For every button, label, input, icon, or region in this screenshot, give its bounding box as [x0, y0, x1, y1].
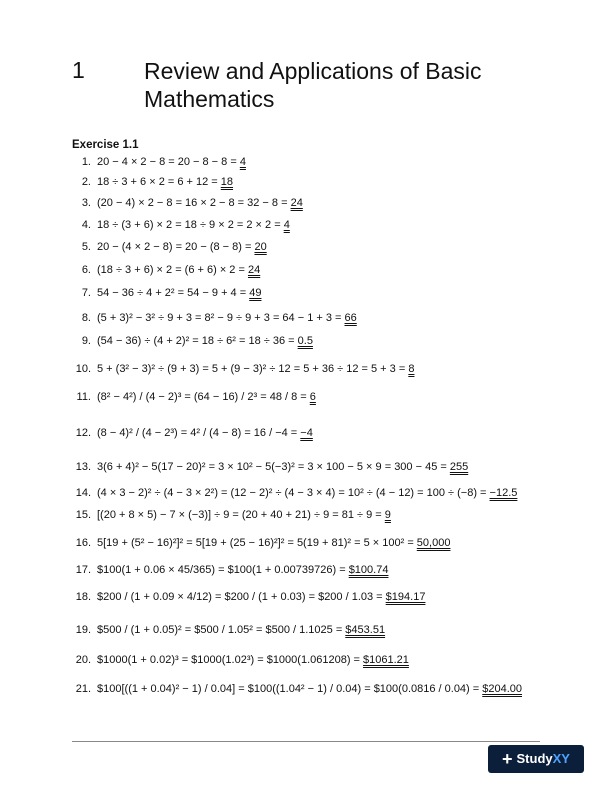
- studyxy-logo: [488, 745, 584, 773]
- expression-text: (5 + 3)² − 3² ÷ 9 + 3 = 8² − 9 ÷ 9 + 3 = 64 − 1 + 3 =: [97, 312, 345, 324]
- expression-text: (20 − 4) × 2 − 8 = 16 × 2 − 8 = 32 − 8 =: [97, 197, 291, 209]
- exercise-expression: [97, 156, 246, 168]
- exercise-number: 6.: [81, 264, 91, 276]
- answer: 0.5: [297, 335, 313, 347]
- exercise-number: 17.: [75, 564, 91, 576]
- exercise-expression: [97, 219, 290, 231]
- exercise-number: 12.: [75, 427, 91, 439]
- answer: $100.74: [348, 564, 389, 576]
- expression-text: 18 ÷ 3 + 6 × 2 = 6 + 12 =: [97, 176, 221, 188]
- answer: 50,000: [416, 537, 451, 549]
- expression-text: $1000(1 + 0.02)³ = $1000(1.02³) = $1000(1.061208) =: [97, 654, 364, 666]
- expression-text: 5[19 + (5² − 16)²]² = 5[19 + (25 − 16)²]² = 5(19 + 81)² = 5 × 100² =: [97, 537, 417, 549]
- exercise-number: 7.: [81, 287, 91, 299]
- expression-text: 54 − 36 ÷ 4 + 2² = 54 − 9 + 4 =: [97, 287, 250, 299]
- answer: 24: [290, 197, 303, 209]
- answer: 255: [449, 461, 469, 473]
- exercise-expression: [97, 509, 391, 521]
- exercise-number: 16.: [75, 537, 91, 549]
- exercise-expression: [97, 683, 522, 695]
- exercise-number: 19.: [75, 624, 91, 636]
- exercise-expression: [97, 241, 267, 253]
- exercise-title: Exercise 1.1: [72, 139, 139, 151]
- exercise-expression: [97, 197, 303, 209]
- expression-text: $500 / (1 + 0.05)² = $500 / 1.05² = $500 / 1.1025 =: [97, 624, 346, 636]
- exercise-number: 21.: [75, 683, 91, 695]
- plus-icon: +: [502, 748, 513, 769]
- expression-text: 20 − 4 × 2 − 8 = 20 − 8 − 8 =: [97, 156, 240, 168]
- exercise-number: 9.: [81, 335, 91, 347]
- expression-text: $200 / (1 + 0.09 × 4/12) = $200 / (1 + 0.03) = $200 / 1.03 =: [97, 591, 386, 603]
- exercise-expression: [97, 461, 468, 473]
- expression-text: (18 ÷ 3 + 6) × 2 = (6 + 6) × 2 =: [97, 264, 248, 276]
- expression-text: $100(1 + 0.06 × 45/365) = $100(1 + 0.00739726) =: [97, 564, 349, 576]
- expression-text: (54 − 36) ÷ (4 + 2)² = 18 ÷ 6² = 18 ÷ 36 =: [97, 335, 298, 347]
- exercise-number: 11.: [76, 391, 91, 403]
- exercise-number: 3.: [81, 197, 91, 209]
- exercise-expression: [97, 654, 409, 666]
- answer: 6: [309, 391, 316, 403]
- exercise-number: 5.: [81, 241, 91, 253]
- exercise-expression: [97, 591, 425, 603]
- answer: 49: [249, 287, 262, 299]
- chapter-number: 1: [72, 57, 85, 83]
- expression-text: (8 − 4)² / (4 − 2³) = 4² / (4 − 8) = 16 / −4 =: [97, 427, 301, 439]
- answer: $194.17: [385, 591, 426, 603]
- answer: 66: [344, 312, 357, 324]
- answer: 9: [384, 509, 391, 521]
- exercise-expression: [97, 487, 517, 499]
- expression-text: [(20 + 8 × 5) − 7 × (−3)] ÷ 9 = (20 + 40 + 21) ÷ 9 = 81 ÷ 9 =: [97, 509, 385, 521]
- exercise-expression: [97, 427, 313, 439]
- logo-suffix: XY: [552, 751, 570, 766]
- chapter-title: Review and Applications of Basic Mathematics: [144, 58, 482, 112]
- expression-text: 18 ÷ (3 + 6) × 2 = 18 ÷ 9 × 2 = 2 × 2 =: [97, 219, 284, 231]
- exercise-number: 4.: [81, 219, 91, 231]
- answer: 8: [408, 363, 415, 375]
- exercise-expression: [97, 312, 357, 324]
- expression-text: 5 + (3² − 3)² ÷ (9 + 3) = 5 + (9 − 3)² ÷ 12 = 5 + 36 ÷ 12 = 5 + 3 =: [97, 363, 409, 375]
- exercise-expression: [97, 176, 233, 188]
- exercise-expression: [97, 391, 316, 403]
- answer: −4: [300, 427, 313, 439]
- answer: 20: [254, 241, 267, 253]
- footer-divider: [72, 741, 540, 742]
- exercise-number: 10.: [75, 363, 91, 375]
- expression-text: $100[((1 + 0.04)² − 1) / 0.04] = $100((1.04² − 1) / 0.04) = $100(0.0816 / 0.04) =: [97, 683, 483, 695]
- exercise-number: 20.: [75, 654, 91, 666]
- exercise-expression: [97, 624, 385, 636]
- answer: 4: [283, 219, 290, 231]
- exercise-expression: [97, 363, 414, 375]
- exercise-expression: [97, 537, 450, 549]
- exercise-number: 18.: [75, 591, 91, 603]
- answer: −12.5: [489, 487, 518, 499]
- answer: $453.51: [345, 624, 386, 636]
- expression-text: (8² − 4²) / (4 − 2)³ = (64 − 16) / 2³ = 48 / 8 =: [97, 391, 310, 403]
- exercise-number: 1.: [81, 156, 91, 168]
- exercise-number: 2.: [81, 176, 91, 188]
- answer: 18: [220, 176, 234, 188]
- expression-text: (4 × 3 − 2)² ÷ (4 − 3 × 2²) = (12 − 2)² ÷ (4 − 3 × 4) = 10² ÷ (4 − 12) = 100 ÷ (−8) =: [97, 487, 490, 499]
- answer: 4: [239, 156, 246, 168]
- exercise-expression: [97, 287, 261, 299]
- logo-text: Study: [516, 751, 553, 766]
- exercise-expression: [97, 335, 313, 347]
- answer: $204.00: [482, 683, 523, 695]
- answer: 24: [247, 264, 261, 276]
- expression-text: 3(6 + 4)² − 5(17 − 20)² = 3 × 10² − 5(−3)² = 3 × 100 − 5 × 9 = 300 − 45 =: [97, 461, 450, 473]
- exercise-number: 15.: [75, 509, 91, 521]
- exercise-expression: [97, 264, 260, 276]
- exercise-number: 13.: [75, 461, 91, 473]
- exercise-number: 8.: [81, 312, 91, 324]
- exercise-expression: [97, 564, 388, 576]
- expression-text: 20 − (4 × 2 − 8) = 20 − (8 − 8) =: [97, 241, 255, 253]
- exercise-number: 14.: [75, 487, 91, 499]
- answer: $1061.21: [363, 654, 409, 666]
